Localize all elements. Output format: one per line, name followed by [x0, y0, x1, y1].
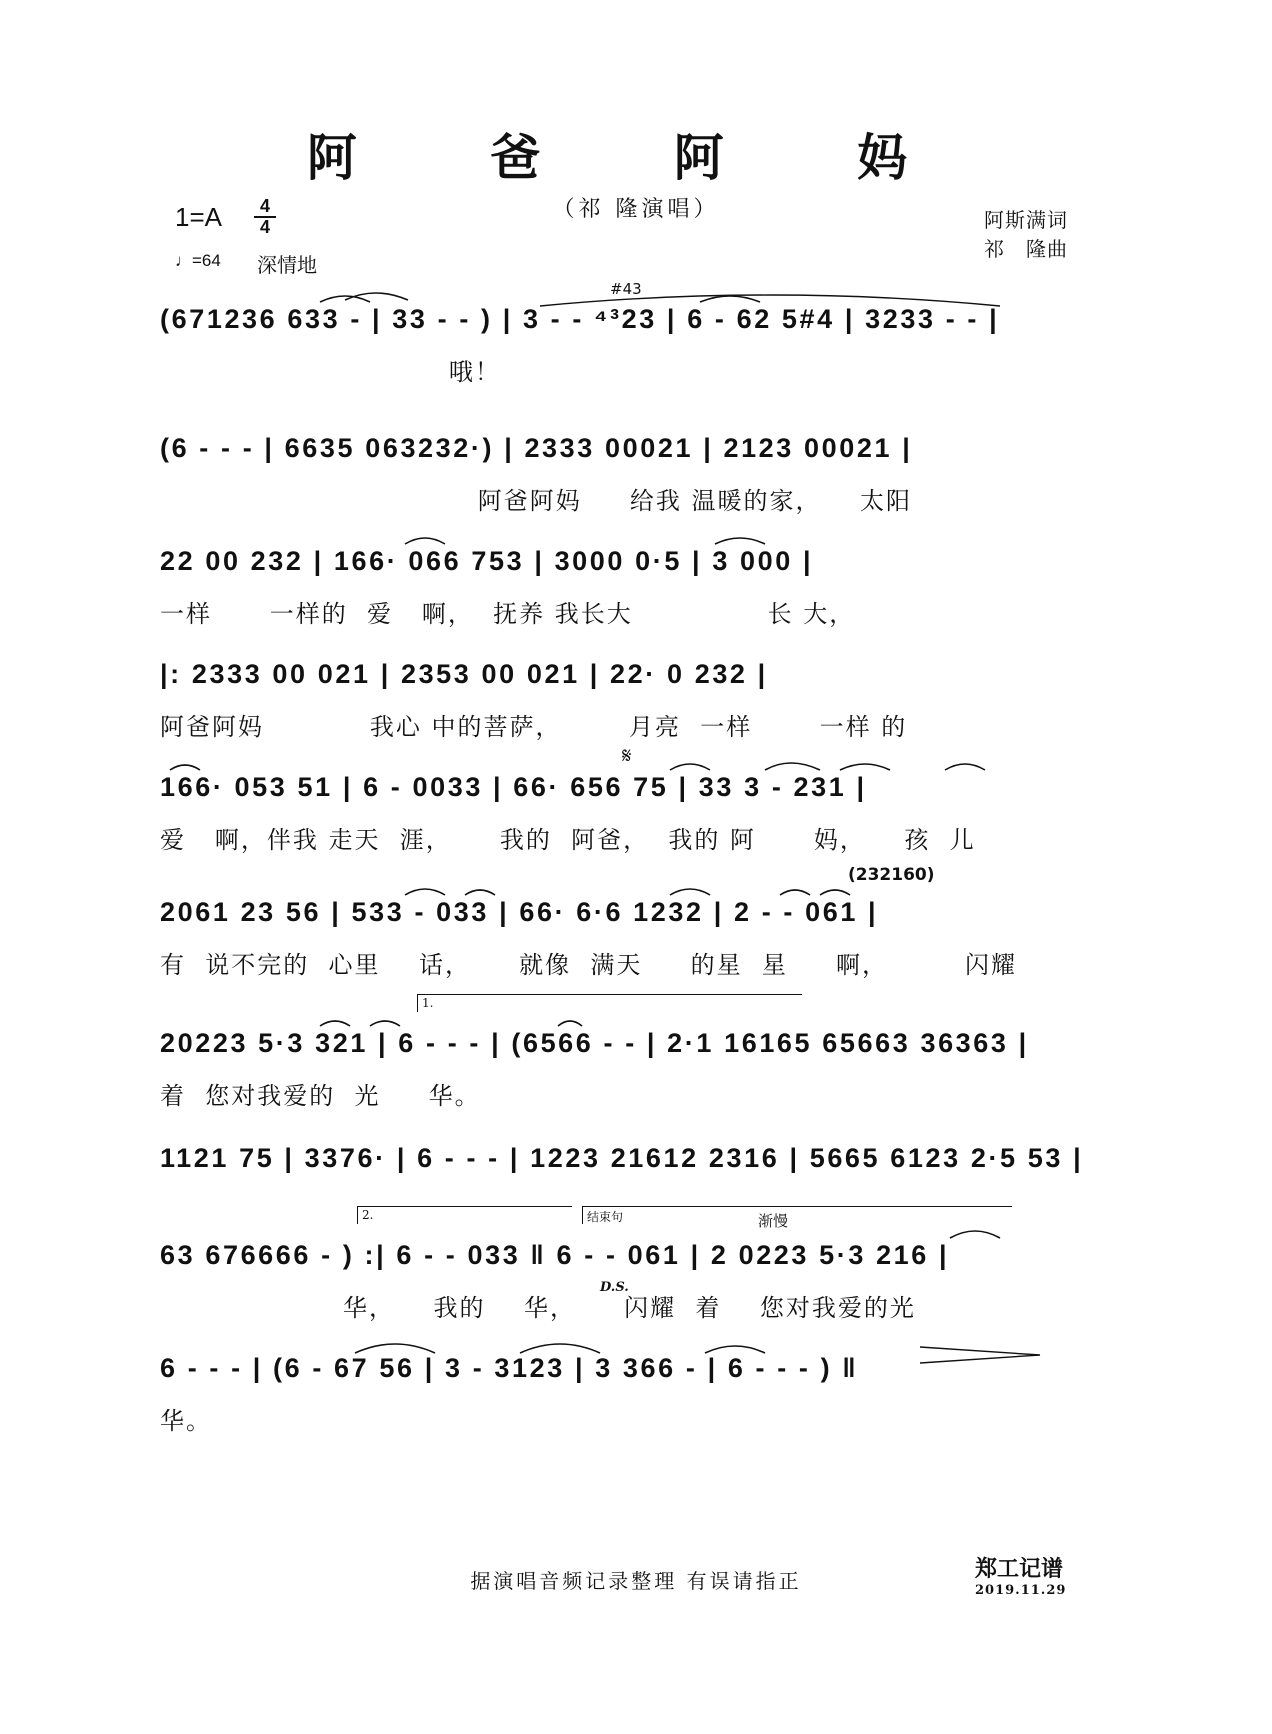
lyrics-line-4: 阿爸阿妈 我心 中的菩萨， 月亮 一样 一样 的: [160, 713, 908, 741]
second-ending-bracket: 2.: [357, 1206, 572, 1224]
lyrics-line-3: 一样 一样的 爱 啊， 抚养 我长大 长 大，: [160, 600, 856, 628]
lyrics-line-7: 着 您对我爱的 光 华。: [160, 1082, 481, 1110]
lyrics-line-10: 华。: [160, 1407, 212, 1435]
notes-line-9: 63 676666 - ) :| 6 - - 033 ‖ 6 - - 061 | 2 0223 5·3 216 |: [160, 1240, 950, 1270]
staff-system-10: [160, 1345, 1110, 1435]
dal-segno-mark: D.S.: [600, 1280, 629, 1295]
staff-system-5: [160, 744, 1110, 854]
staff-system-9: [160, 1208, 1110, 1322]
coda-bracket: 结束句: [582, 1206, 1012, 1224]
staff-system-8: [160, 1135, 1110, 1195]
expression-mark: 深情地: [257, 253, 317, 277]
staff-system-4: [160, 651, 1110, 741]
lyricist-credit: 阿斯满词: [984, 208, 1068, 232]
performer-line: （祁 隆演唱）: [552, 197, 720, 222]
notation-date: 2019.11.29: [975, 1583, 1067, 1598]
notes-line-4: |: 2333 00 021 | 2353 00 021 | 22· 0 232 |: [160, 659, 768, 689]
time-signature: [254, 197, 276, 237]
notes-line-2: (6 - - - | 6635 063232·) | 2333 00021 | 2123 00021 |: [160, 433, 913, 463]
transcription-note: 据演唱音频记录整理 有误请指正: [470, 1569, 802, 1593]
time-bottom: 4: [254, 216, 276, 237]
grace-note: #43: [610, 280, 642, 298]
staff-system-1: [160, 280, 1110, 386]
notes-line-5: 166· 053 51 | 6 - 0033 | 66· 656 75 | 33 3 - 231 |: [160, 772, 867, 802]
notes-line-1: (671236 633 - | 33 - - ) | 3 - - ⁴³23 | 6 - 62 5#4 | 3233 - - |: [160, 304, 1000, 334]
lyrics-line-1: 哦！: [160, 358, 501, 386]
notator-signature: 郑工记谱: [975, 1556, 1064, 1581]
segno-sign: 𝄋: [622, 744, 632, 769]
notes-line-3: 22 00 232 | 166· 066 753 | 3000 0·5 | 3 000 |: [160, 546, 814, 576]
lyrics-line-6: 有 说不完的 心里 话， 就像 满天 的星 星 啊， 闪耀: [160, 951, 1018, 979]
first-ending-bracket: 1.: [417, 994, 802, 1012]
song-title: 阿 爸 阿 妈: [306, 128, 966, 187]
notes-line-10: 6 - - - | (6 - 67 56 | 3 - 3123 | 3 366 - | 6 - - - ) ‖: [160, 1353, 859, 1383]
ritardando-mark: 渐慢: [758, 1212, 789, 1230]
notes-line-7: 20223 5·3 321 | 6 - - - | (6566 - - | 2·1 16165 65663 36363 |: [160, 1028, 1029, 1058]
composer-credit: 祁 隆曲: [984, 237, 1068, 261]
key-signature: 1=A: [175, 202, 222, 232]
staff-system-7: [160, 996, 1110, 1110]
notes-line-8: 1121 75 | 3376· | 6 - - - | 1223 21612 2316 | 5665 6123 2·5 53 |: [160, 1143, 1084, 1173]
staff-system-3: [160, 538, 1110, 628]
staff-system-2: [160, 425, 1110, 515]
staff-system-6: [160, 865, 1110, 979]
notes-line-6: 2061 23 56 | 533 - 033 | 66· 6·6 1232 | 2 - - 061 |: [160, 897, 879, 927]
ornament-figure: (232160): [848, 865, 935, 885]
lyrics-line-2: 阿爸阿妈 给我 温暖的家， 太阳: [160, 487, 913, 515]
tempo-mark: ♩=64: [175, 251, 221, 270]
lyrics-line-9: 华， 我的 华， 闪耀 着 您对我爱的光: [160, 1294, 916, 1322]
lyrics-line-5: 爱 啊，伴我 走天 涯， 我的 阿爸， 我的 阿 妈， 孩 儿: [160, 826, 976, 854]
time-top: 4: [259, 196, 270, 216]
